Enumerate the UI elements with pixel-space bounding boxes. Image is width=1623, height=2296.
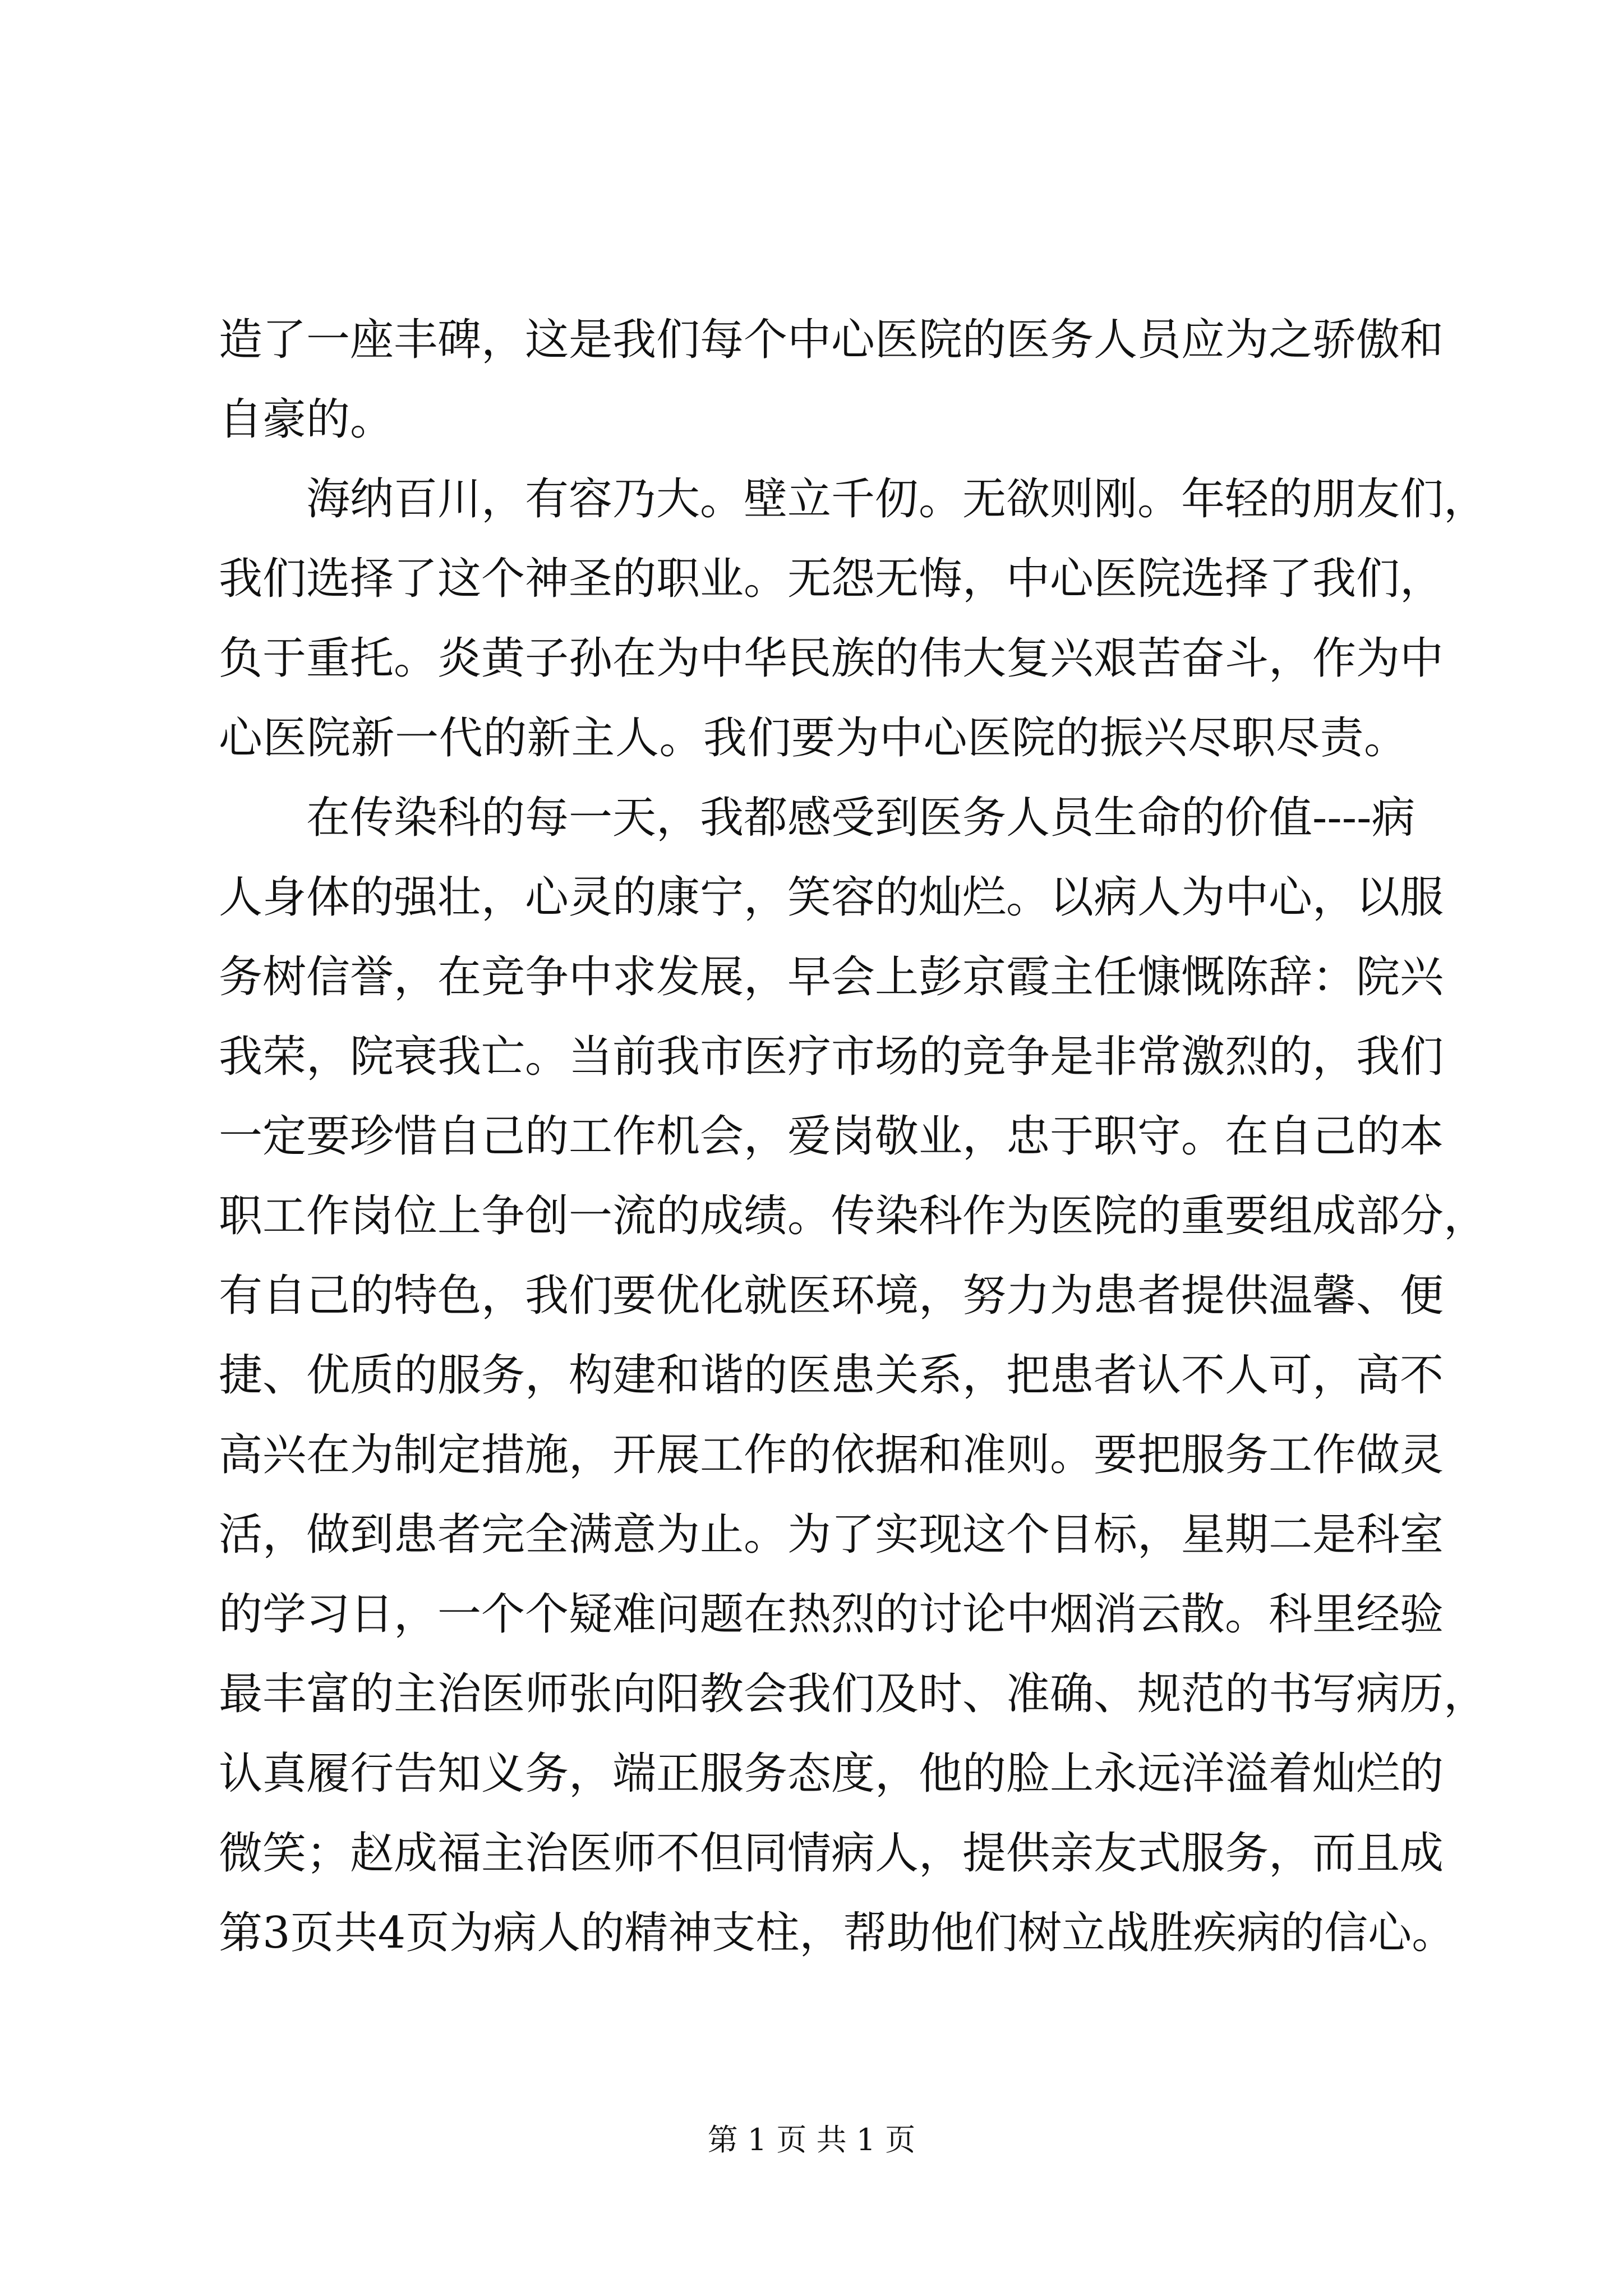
text-line: 捷、优质的服务，构建和谐的医患关系，把患者认不人可，高不	[219, 1350, 1444, 1401]
text-line: 高兴在为制定措施，开展工作的依据和准则。要把服务工作做灵	[219, 1430, 1444, 1480]
text-line: 认真履行告知义务，端正服务态度，他的脸上永远洋溢着灿烂的	[219, 1749, 1444, 1799]
text-line: 的学习日，一个个疑难问题在热烈的讨论中烟消云散。科里经验	[219, 1589, 1444, 1640]
text-line: 有自己的特色，我们要优化就医环境，努力为患者提供温馨、便	[219, 1271, 1444, 1321]
text-line: 第3页共4页为病人的精神支柱，帮助他们树立战胜疾病的信心。	[219, 1908, 1456, 1958]
text-line: 我荣，院衰我亡。当前我市医疗市场的竞争是非常激烈的，我们	[219, 1032, 1444, 1082]
text-line: 在传染科的每一天，我都感受到医务人员生命的价值----病	[306, 793, 1415, 843]
text-line: 心医院新一代的新主人。我们要为中心医院的振兴尽职尽责。	[219, 713, 1408, 763]
text-line: 务树信誉，在竞争中求发展，早会上彭京霞主任慷慨陈辞：院兴	[219, 952, 1444, 1002]
text-line: 职工作岗位上争创一流的成绩。传染科作为医院的重要组成部分，	[219, 1191, 1488, 1241]
text-line: 我们选择了这个神圣的职业。无怨无悔，中心医院选择了我们，	[219, 554, 1444, 604]
text-line: 负于重托。炎黄子孙在为中华民族的伟大复兴艰苦奋斗，作为中	[219, 633, 1444, 684]
text-line: 海纳百川，有容乃大。壁立千仞。无欲则刚。年轻的朋友们，	[306, 474, 1488, 524]
text-line: 自豪的。	[219, 394, 394, 445]
text-line: 造了一座丰碑，这是我们每个中心医院的医务人员应为之骄傲和	[219, 315, 1444, 365]
text-line: 人身体的强壮，心灵的康宁，笑容的灿烂。以病人为中心，以服	[219, 872, 1444, 923]
document-body	[219, 300, 1488, 1973]
text-line: 最丰富的主治医师张向阳教会我们及时、准确、规范的书写病历，	[219, 1669, 1488, 1719]
text-line: 微笑；赵成福主治医师不但同情病人，提供亲友式服务，而且成	[219, 1828, 1444, 1879]
text-line: 一定要珍惜自己的工作机会，爱岗敬业，忠于职守。在自己的本	[219, 1111, 1444, 1162]
page-footer: 第 1 页 共 1 页	[707, 2122, 916, 2157]
text-line: 活，做到患者完全满意为止。为了实现这个目标，星期二是科室	[219, 1510, 1444, 1560]
